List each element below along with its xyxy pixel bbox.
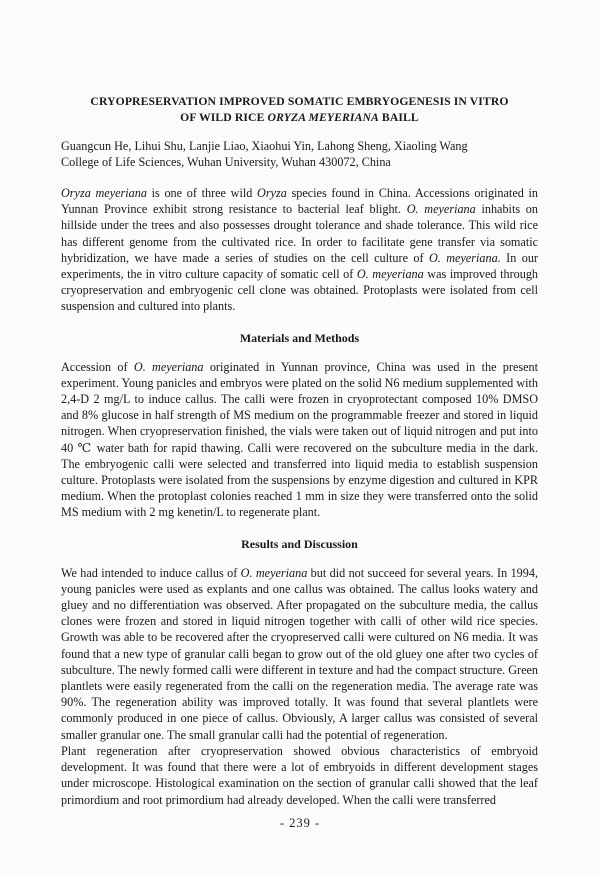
results-seg-2: O. meyeriana: [240, 565, 308, 580]
title-line-2-start: OF WILD RICE: [180, 111, 268, 124]
abstract-seg-7: O. meyeriana.: [428, 250, 501, 265]
title-species: ORYZA MEYERIANA: [267, 111, 379, 124]
abstract-seg-3: Oryza: [257, 186, 287, 200]
abstract-seg-6: inhabits on hillside under the trees and also possesses drought tolerance and shade tolerance. This wild rice has different genome from the cultivated rice. In order to facilitate gene transfer via somatic hybridization, we have made a series of studies on the cell culture of: [61, 202, 538, 265]
results-seg-3: but did not succeed for several years. In 1994, young panicles were used as explants and one callus was obtained. The callus looks watery and gluey and no differentiation was observed. After propagated on the subculture media, the callus clones were frozen and stored in liquid nitrogen together with calli of other wild rice species. Growth was able to be recovered after the cryopreserved calli were cultured on N6 media. It was found that a new type of granular calli began to grow out of the old gluey one after two cycles of subculture. The newly formed calli were different in texture and had the compact structure. Green plantlets were easily regenerated from the calli on the regeneration media. The average rate was 90%. The regeneration ability was improved totally. It was found that several plantlets were commonly produced in one piece of callus. Obviously, A larger callus was consisted of several smaller granular one. The small granular calli had the potential of regeneration.: [61, 565, 538, 742]
author-names: Guangcun He, Lihui Shu, Lanjie Liao, Xiaohui Yin, Lahong Sheng, Xiaoling Wang: [61, 139, 468, 153]
paper-title: [61, 94, 538, 126]
methods-seg-2: O. meyeriana: [133, 359, 204, 374]
title-line-2-end: BAILL: [378, 111, 419, 124]
page-number: - 239 -: [279, 816, 321, 830]
author-affiliation: College of Life Sciences, Wuhan University, Wuhan 430072, China: [61, 155, 391, 169]
author-block: [61, 138, 538, 170]
methods-heading: Materials and Methods: [239, 330, 360, 345]
abstract-seg-9: O. meyeriana: [356, 267, 424, 282]
abstract-seg-2: is one of three wild: [146, 186, 258, 200]
results-paragraph-1: [61, 565, 538, 743]
abstract-seg-10: was improved through cryopreservation and embryogenic cell clone was obtained. Protoplasts were isolated from cell suspension and cultured into plants.: [61, 267, 539, 314]
methods-paragraph: [61, 359, 538, 521]
abstract-paragraph: [61, 185, 538, 315]
results-paragraph-2: Plant regeneration after cryopreservation showed obvious characteristics of embryoid development. It was found that there were a lot of embryoids in different development stages under microscope. Histological examination on the section of granular calli showed that the leaf primordium and root primordium had already developed. When the calli were transferred: [61, 743, 538, 807]
methods-seg-3: originated in Yunnan province, China was used in the present experiment. Young panicles and embryos were plated on the solid N6 medium supplemented with 2,4-D 2 mg/L to induce callus. The calli were frozen in cryoprotectant composed 10% DMSO and 8% glucose in half strength of MS medium on the programmable freezer and stored in liquid nitrogen. When cryopreservation finished, the vials were taken out of liquid nitrogen and put into 40 ℃ water bath for rapid thawing. Calli were recovered on the subculture media in the dark. The embryogenic calli were selected and transferred into liquid media to establish suspension culture. Protoplasts were isolated from the suspensions by enzyme digestion and cultured in KPR medium. When the protoplast colonies reached 1 mm in size they were transferred onto the solid MS medium with 2 mg kenetin/L to regenerate plant.: [61, 359, 538, 520]
title-line-2: [61, 110, 538, 126]
abstract-seg-5: O. meyeriana: [406, 202, 476, 217]
results-heading: Results and Discussion: [241, 536, 358, 551]
abstract-seg-1: Oryza meyeriana: [61, 186, 147, 200]
results-seg-1: We had intended to induce callus of: [61, 565, 241, 580]
abstract-seg-8: In our experiments, the in vitro culture capacity of somatic cell of: [61, 250, 538, 282]
methods-seg-1: Accession of: [61, 359, 134, 374]
abstract-seg-4: species found in China. Accessions originated in Yunnan Province exhibit strong resistance to bacterial leaf blight.: [61, 186, 538, 217]
title-line-1: CRYOPRESERVATION IMPROVED SOMATIC EMBRYOGENESIS IN VITRO: [90, 95, 509, 108]
